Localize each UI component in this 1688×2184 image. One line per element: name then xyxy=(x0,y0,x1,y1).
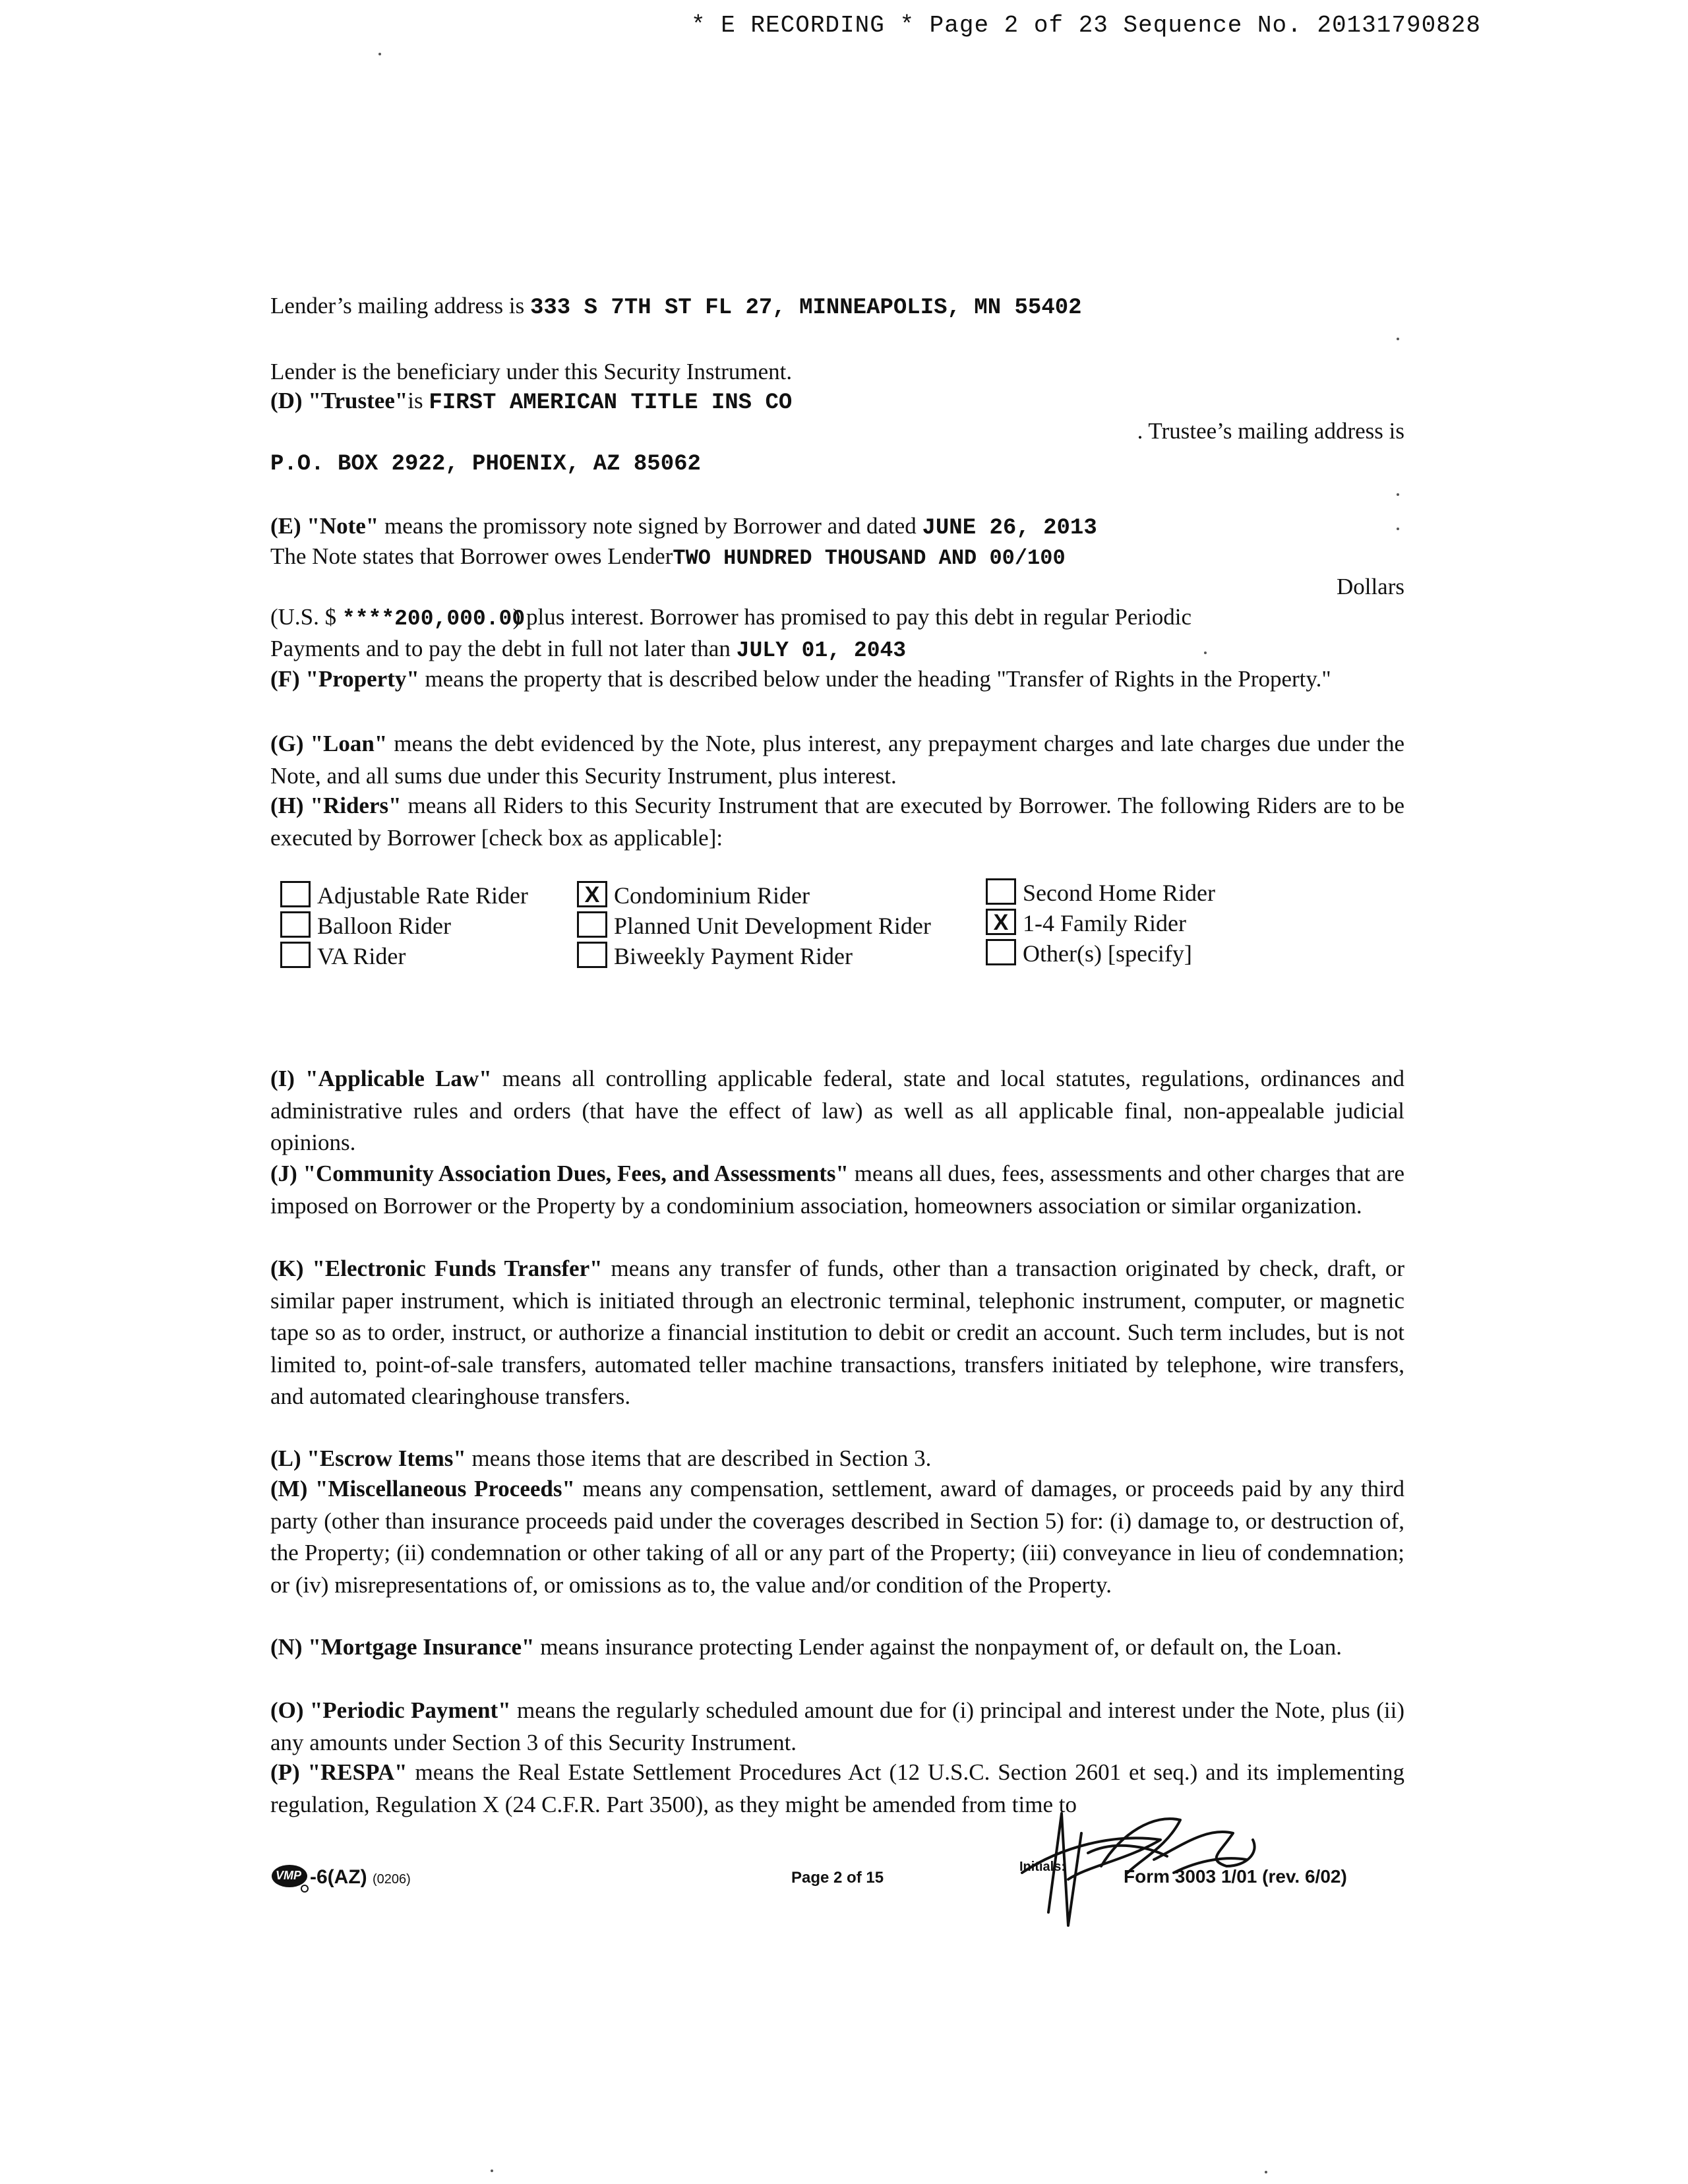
page-number: Page 2 of 15 xyxy=(791,1869,884,1887)
definition-i xyxy=(270,1063,1404,1159)
scan-speck xyxy=(1397,338,1399,340)
rider-condominium[interactable] xyxy=(577,880,810,911)
rider-label: Other(s) [specify] xyxy=(1023,940,1192,967)
rider-label: Planned Unit Development Rider xyxy=(614,913,931,939)
definition-h-text: means all Riders to this Security Instrument that are executed by Borrower. The following Riders are to be executed by Borrower [check box as applicable]: xyxy=(270,793,1404,851)
note-amount: ****200,000.00 xyxy=(342,607,526,631)
form-date: (0206) xyxy=(373,1872,411,1887)
definition-j-text: means all dues, fees, assessments and other charges that are imposed on Borrower or the Property by a condominium association, homeowners association or similar organization. xyxy=(270,1161,1404,1219)
definition-n-text: means insurance protecting Lender against the nonpayment of, or default on, the Loan. xyxy=(534,1634,1342,1660)
trustee-address: P.O. BOX 2922, PHOENIX, AZ 85062 xyxy=(270,452,701,477)
trustee-is: is xyxy=(407,388,423,413)
checkmark-icon: X xyxy=(584,882,600,907)
definition-g-text: means the debt evidenced by the Note, plus interest, any prepayment charges and late charges due under the Note, and all sums due under this Security Instrument, plus interest. xyxy=(270,731,1404,789)
rider-biweekly-payment[interactable] xyxy=(577,940,853,972)
form-number: Form 3003 1/01 (rev. 6/02) xyxy=(1124,1866,1347,1887)
rider-checkbox[interactable] xyxy=(280,942,311,968)
note-us-prefix: (U.S. $ xyxy=(270,604,337,630)
lender-address-value: 333 S 7TH ST FL 27, MINNEAPOLIS, MN 55402 xyxy=(530,295,1082,320)
definition-l xyxy=(270,1443,1404,1475)
rider-checkbox[interactable] xyxy=(986,878,1016,905)
definition-k-label: (K) "Electronic Funds Transfer" xyxy=(270,1256,603,1281)
rider-label: Adjustable Rate Rider xyxy=(317,882,528,909)
scan-speck xyxy=(1397,493,1399,496)
note-line-1 xyxy=(270,510,1097,544)
rider-label: Balloon Rider xyxy=(317,913,451,939)
definition-f xyxy=(270,663,1404,696)
beneficiary-line: Lender is the beneficiary under this Security Instrument. xyxy=(270,359,793,384)
definition-h-label: (H) "Riders" xyxy=(270,793,402,818)
rider-checkbox[interactable] xyxy=(280,911,311,938)
definition-o-label: (O) "Periodic Payment" xyxy=(270,1697,511,1723)
definition-p-label: (P) "RESPA" xyxy=(270,1759,407,1785)
rider-checkbox[interactable] xyxy=(577,942,607,968)
vmp-logo-text: VMP xyxy=(276,1869,302,1882)
rider-checkbox[interactable] xyxy=(577,911,607,938)
rider-planned-unit-development[interactable] xyxy=(577,910,931,942)
rider-label: VA Rider xyxy=(317,943,406,969)
initials-signature xyxy=(1009,1794,1286,1932)
rider-label: 1-4 Family Rider xyxy=(1023,910,1186,936)
rider-others[interactable] xyxy=(986,938,1192,969)
definition-i-text: means all controlling applicable federal, state and local statutes, regulations, ordinances and administrative rules and orders (that have the effect of law) as well as all applicable final, non-appealable judicial opinions. xyxy=(270,1066,1405,1155)
scan-speck xyxy=(1204,652,1207,654)
rider-va[interactable] xyxy=(280,940,406,972)
note-text-1: means the promissory note signed by Borrower and dated xyxy=(384,513,917,539)
note-line-2 xyxy=(270,541,1066,574)
definition-p-text: means the Real Estate Settlement Procedures Act (12 U.S.C. Section 2601 et seq.) and its implementing regulation, Regulation X (24 C.F.R. Part 3500), as they might be amended from time to xyxy=(270,1759,1404,1817)
definition-l-text: means those items that are described in Section 3. xyxy=(466,1445,932,1471)
definition-m-label: (M) "Miscellaneous Proceeds" xyxy=(270,1476,575,1502)
scan-speck xyxy=(1265,2171,1267,2173)
definition-g-label: (G) "Loan" xyxy=(270,731,388,756)
definition-l-label: (L) "Escrow Items" xyxy=(270,1445,466,1471)
note-line-4 xyxy=(270,633,906,667)
definition-o-text: means the regularly scheduled amount due for (i) principal and interest under the Note, plus (ii) any amounts under Section 3 of this Security Instrument. xyxy=(270,1697,1404,1755)
note-text-3: ) plus interest. Borrower has promised to pay this debt in regular Periodic xyxy=(512,604,1192,630)
definition-k-text: means any transfer of funds, other than a transaction originated by check, draft, or similar paper instrument, which is initiated through an electronic terminal, telephonic instrument, computer, or magnetic tape so as to order, instruct, or authorize a financial institution to debit or credit an account. Such term includes, but is not limited to, point-of-sale transfers, automated teller machine transactions, transfers initiated by telephone, wire transfers, and automated clearinghouse transfers. xyxy=(270,1256,1404,1409)
recording-header: * E RECORDING * Page 2 of 23 Sequence No. 20131790828 xyxy=(691,12,1481,39)
definition-n-label: (N) "Mortgage Insurance" xyxy=(270,1634,535,1660)
rider-checkbox[interactable] xyxy=(986,939,1016,965)
lender-address-prefix: Lender’s mailing address is xyxy=(270,293,525,318)
scan-speck xyxy=(1397,528,1399,530)
rider-one-to-four-family[interactable] xyxy=(986,907,1186,939)
definition-o xyxy=(270,1695,1404,1759)
rider-label: Biweekly Payment Rider xyxy=(614,943,853,969)
definition-j xyxy=(270,1158,1404,1222)
note-text-2: The Note states that Borrower owes Lender xyxy=(270,543,673,569)
initials-label: Initials: xyxy=(1019,1860,1066,1874)
rider-balloon[interactable] xyxy=(280,910,451,942)
note-dollars: Dollars xyxy=(1336,574,1404,599)
rider-checkbox[interactable] xyxy=(577,881,607,907)
scan-speck xyxy=(378,53,381,55)
definition-f-label: (F) "Property" xyxy=(270,666,419,692)
rider-second-home[interactable] xyxy=(986,877,1215,909)
trustee-mailing-suffix: . Trustee’s mailing address is xyxy=(1137,418,1404,444)
note-line-3 xyxy=(270,601,1191,635)
note-date: JUNE 26, 2013 xyxy=(922,516,1097,541)
checkmark-icon: X xyxy=(993,910,1009,935)
definition-h xyxy=(270,790,1404,854)
definition-f-text: means the property that is described below under the heading "Transfer of Rights in the Property." xyxy=(419,666,1331,692)
definition-m-text: means any compensation, settlement, award of damages, or proceeds paid by any third party (other than insurance proceeds paid under the coverages described in Section 5) for: (i) damage to, or destruction of, the Property; (ii) condemnation or other taking of all or any part of the Property; (iii) conveyance in lieu of condemnation; or (iv) misrepresentations of, or omissions as to, the value and/or condition of the Property. xyxy=(270,1476,1404,1598)
form-code xyxy=(310,1866,411,1889)
rider-checkbox[interactable] xyxy=(280,881,311,907)
trustee-label: (D) "Trustee" xyxy=(270,388,408,413)
note-text-4: Payments and to pay the debt in full not later than xyxy=(270,636,731,661)
rider-label: Second Home Rider xyxy=(1023,880,1215,906)
definition-i-label: (I) "Applicable Law" xyxy=(270,1066,492,1091)
definition-m xyxy=(270,1473,1404,1601)
lender-address-line xyxy=(270,290,1082,324)
note-maturity: JULY 01, 2043 xyxy=(736,638,907,663)
note-amount-words: TWO HUNDRED THOUSAND AND 00/100 xyxy=(673,546,1066,570)
definition-k xyxy=(270,1253,1404,1413)
scan-speck xyxy=(491,2169,493,2172)
definition-g xyxy=(270,728,1404,792)
definition-j-label: (J) "Community Association Dues, Fees, and Assessments" xyxy=(270,1161,849,1186)
definition-n xyxy=(270,1631,1404,1664)
trustee-line xyxy=(270,385,792,419)
rider-checkbox[interactable] xyxy=(986,909,1016,935)
rider-adjustable-rate[interactable] xyxy=(280,880,528,911)
form-code-text: -6(AZ) xyxy=(310,1866,367,1888)
note-label: (E) "Note" xyxy=(270,513,379,539)
rider-label: Condominium Rider xyxy=(614,882,810,909)
vmp-logo xyxy=(270,1864,309,1889)
trustee-value: FIRST AMERICAN TITLE INS CO xyxy=(429,390,793,415)
